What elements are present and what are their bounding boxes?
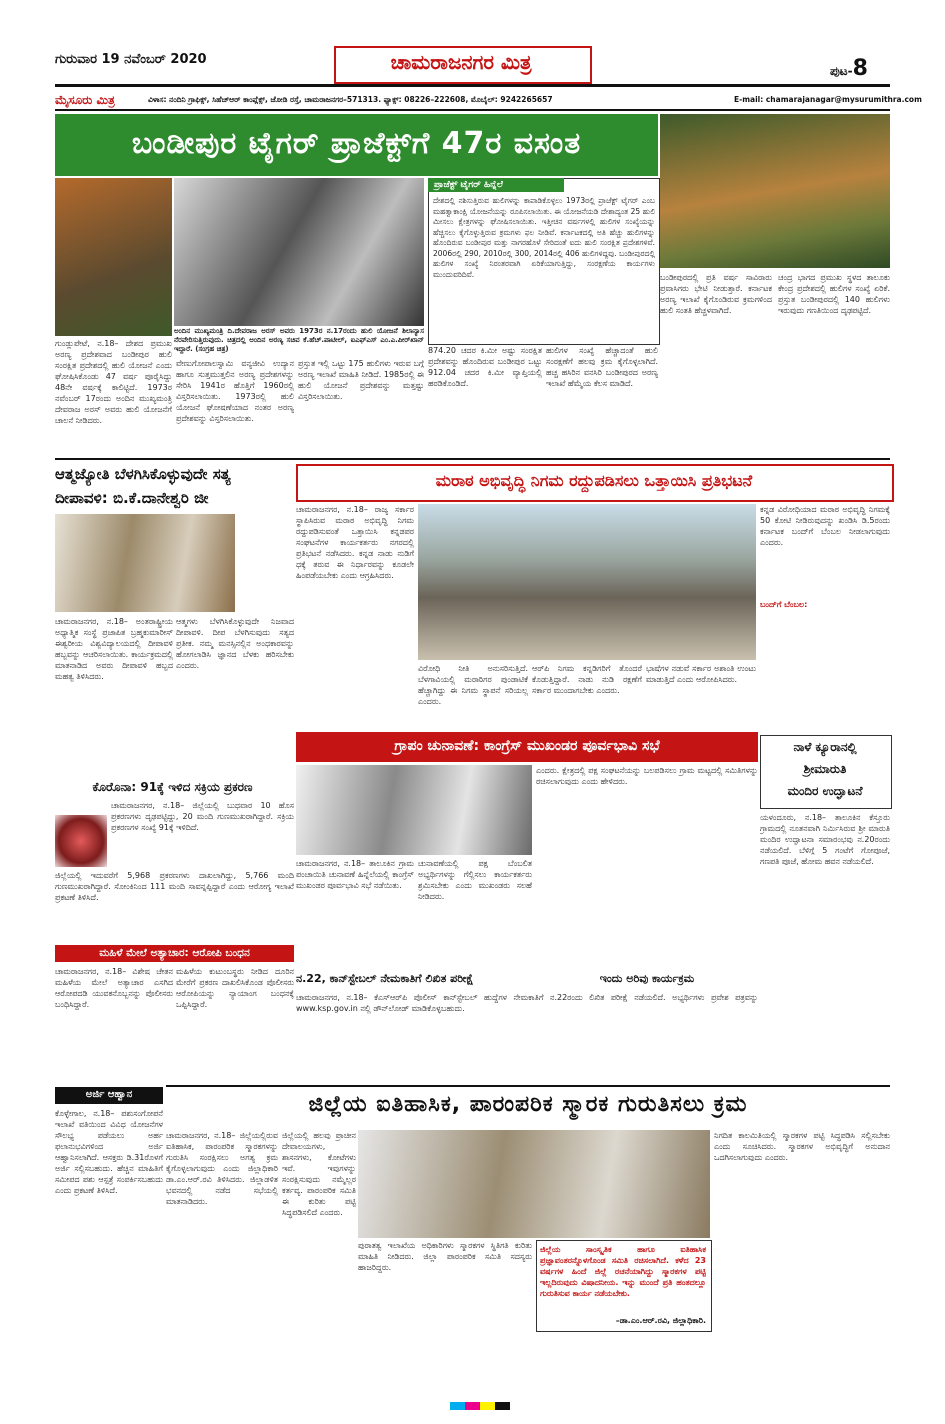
story3-col1: ಚಾಮರಾಜನಗರ, ನ.18– ಜಿಲ್ಲೆಯಲ್ಲಿ ಬುಧವಾರ 10 ಹೊಸ ಪ್ರಕರಣಗಳು ದೃಢಪಟ್ಟಿದ್ದು, 20 ಮಂದಿ ಗುಣಮುಖರಾಗಿದ್ದಾರೆ. ಸಕ್ರಿಯ ಪ್ರಕರಣಗಳ ಸಂಖ್ಯೆ 91ಕ್ಕೆ ಇಳಿದಿದೆ. — [111, 801, 294, 832]
story6-headline: ಗ್ರಾಪಂ ಚುನಾವಣೆ: ಕಾಂಗ್ರೆಸ್ ಮುಖಂಡರ ಪೂರ್ವಭಾವಿ ಸಭೆ — [394, 738, 660, 754]
story10-col1: ಕೊಳ್ಳೇಗಾಲ, ನ.18– ಪಶುಸಂಗೋಪನೆ ಇಲಾಖೆ ವತಿಯಿಂದ ವಿವಿಧ ಯೋಜನೆಗಳ ಸೌಲಭ್ಯ ಪಡೆಯಲು ಅರ್ಹ ಫಲಾನುಭವಿಗಳಿಂದ ಅರ್ಜಿ ಆಹ್ವಾನಿಸಲಾಗಿದೆ. ಆಸಕ್ತರು ಡಿ.31ರೊಳಗೆ ಅರ್ಜಿ ಸಲ್ಲಿಸಬಹುದು. ಹೆಚ್ಚಿನ ಮಾಹಿತಿಗೆ ಸಮೀಪದ ಪಶು ಆಸ್ಪತ್ರೆ ಸಂಪರ್ಕಿಸಬಹುದು ಎಂದು ಪ್ರಕಟಣೆ ತಿಳಿಸಿದೆ. — [55, 1109, 163, 1195]
congress-meeting-photo — [296, 765, 532, 855]
story10-headline: ಅರ್ಜಿ ಆಹ್ವಾನ — [85, 1089, 133, 1100]
story5-headline: ಮರಾಠ ಅಭಿವೃದ್ಧಿ ನಿಗಮ ರದ್ದುಪಡಿಸಲು ಒತ್ತಾಯಿಸಿ ಪ್ರತಿಭಟನೆ — [435, 471, 753, 490]
story2-headline-l2: ದೀಪಾವಳಿ: ಬಿ.ಕೆ.ದಾನೇಶ್ವರಿ ಜೀ — [55, 489, 209, 507]
story5-col3: ಆರ್‌ಪಿ ನಿಗಮ ಕನ್ನಡಿಗರಿಗೆ ತೊಂದರೆ ಕೊಡುತ್ತಿದ್ದಾರೆ. ನಾಡು ನುಡಿ ರಕ್ಷಣೆಗೆ ಸರ್ಕಾರ ಮುಂದಾಗಬೇಕು ಎಂದರು. — [532, 664, 642, 695]
story11-col4: ನಿಗದಿತ ಕಾಲಮಿತಿಯಲ್ಲಿ ಸ್ಮಾರಕಗಳ ಪಟ್ಟಿ ಸಿದ್ಧಪಡಿಸಿ ಸಲ್ಲಿಸಬೇಕು ಎಂದು ಸೂಚಿಸಿದರು. ಸ್ಮಾರಕಗಳ ಅಭಿವೃದ್ಧಿಗೆ ಅನುದಾನ ಒದಗಿಸಲಾಗುವುದು ಎಂದರು. — [714, 1131, 890, 1162]
lead-col5: ಹುಲಿಗಳ ಸಂಖ್ಯೆ ಹೆಚ್ಚಾದಂತೆ ಹುಲಿ ಸಂರಕ್ಷಣೆಗೆ ಹಲವು ಕ್ರಮ ಕೈಗೊಳ್ಳಲಾಗಿದೆ. ಹಚ್ಚ ಹಸಿರಿನ ವನಸಿರಿ ಬಂಡೀಪುರದ ಅರಣ್ಯ ಇಲಾಖೆ ಹೆಮ್ಮೆಯ ಕೆಲಸ ಮಾಡಿದೆ. — [546, 346, 658, 388]
sidebox-title: ಪ್ರಾಜೆಕ್ಟ್ ಟೈಗರ್ ಹಿನ್ನೆಲೆ — [428, 178, 564, 192]
story6-col2: ಚುನಾವಣೆಯಲ್ಲಿ ಪಕ್ಷ ಬೆಂಬಲಿತ ಅಭ್ಯರ್ಥಿಗಳನ್ನು ಗೆಲ್ಲಿಸಲು ಕಾರ್ಯಕರ್ತರು ಶ್ರಮಿಸಬೇಕು ಎಂದು ಮುಖಂಡರು ಸಲಹೆ ನೀಡಿದರು. — [418, 859, 532, 901]
lead-photo-caption: ಅಂದಿನ ಮುಖ್ಯಮಂತ್ರಿ ದಿ.ದೇವರಾಜ ಅರಸ್ ಅವರು 1973ರ ನ.17ರಂದು ಹುಲಿ ಯೋಜನೆ ಶಿಲಾನ್ಯಾಸ ನೆರವೇರಿಸುತ್ತಿರುವುದು. ಚಿತ್ರದಲ್ಲಿ ಅಂದಿನ ಅರಣ್ಯ ಸಚಿವ ಕೆ.ಹೆಚ್.ಪಾಟೀಲ್, ಐಎಫ್‌ಎಸ್ ಎಂ.ಎ.ಪೀರ್‌ಖಾನ್ ಇದ್ದಾರೆ. (ಸಂಗ್ರಹ ಚಿತ್ರ) — [174, 327, 424, 353]
email-line: E-mail: chamarajanagar@mysurumithra.com — [734, 95, 922, 104]
page-label-text: ಪುಟ- — [830, 64, 853, 78]
heritage-meeting-photo — [358, 1130, 710, 1238]
story11-col2: ಜಿಲ್ಲೆಯಲ್ಲಿ ಹಲವು ಪ್ರಾಚೀನ ದೇವಾಲಯಗಳು, ಶಾಸನಗಳು, ಕೋಟೆಗಳು ಇವೆ. ಇವುಗಳನ್ನು ಸಂರಕ್ಷಿಸುವುದು ನಮ್ಮೆಲ್ಲರ ಕರ್ತವ್ಯ. ಪಾರಂಪರಿಕ ಸಮಿತಿ ಈ ಕುರಿತು ಪಟ್ಟಿ ಸಿದ್ಧಪಡಿಸಲಿದೆ ಎಂದರು. — [282, 1131, 356, 1217]
story8-col1: ಚಾಮರಾಜನಗರ, ನ.18– ಕೆಎಸ್‌ಆರ್‌ಪಿ ಪೊಲೀಸ್ ಕಾನ್‌ಸ್ಟೇಬಲ್ ಹುದ್ದೆಗಳ ನೇಮಕಾತಿಗೆ ನ.22ರಂದು ಲಿಖಿತ ಪರೀಕ್ಷೆ ನಡೆಯಲಿದೆ. ಅಭ್ಯರ್ಥಿಗಳು ಪ್ರವೇಶ ಪತ್ರವನ್ನು www.ksp.gov.in ನಲ್ಲಿ ಡೌನ್‌ಲೋಡ್ ಮಾಡಿಕೊಳ್ಳಬಹುದು. — [296, 993, 758, 1013]
page-label — [830, 56, 868, 81]
story2-headline-l1: ಆತ್ಮಜ್ಯೋತಿ ಬೆಳಗಿಸಿಕೊಳ್ಳುವುದೇ ಸತ್ಯ — [55, 465, 231, 483]
story11-col3: ಪುರಾತತ್ವ ಇಲಾಖೆಯ ಅಧಿಕಾರಿಗಳು ಸ್ಮಾರಕಗಳ ಸ್ಥಿತಿಗತಿ ಕುರಿತು ಮಾಹಿತಿ ನೀಡಿದರು. ಜಿಲ್ಲಾ ಪಾರಂಪರಿಕ ಸಮಿತಿ ಸದಸ್ಯರು ಹಾಜರಿದ್ದರು. — [358, 1241, 532, 1272]
masthead-rule-bottom — [55, 109, 890, 111]
story8-headline: ನ.22, ಕಾನ್‌ಸ್ಟೇಬಲ್ ನೇಮಕಾತಿಗೆ ಲಿಖಿತ ಪರೀಕ್ಷೆ — [296, 972, 474, 985]
lead-col6: ಬಂಡೀಪುರದಲ್ಲಿ ಪ್ರತಿ ವರ್ಷ ಸಾವಿರಾರು ಪ್ರವಾಸಿಗರು ಭೇಟಿ ನೀಡುತ್ತಾರೆ. ಕರ್ನಾಟಕ ಅರಣ್ಯ ಇಲಾಖೆ ಕೈಗೊಂಡಿರುವ ಕ್ರಮಗಳಿಂದ ಹುಲಿ ಸಂತತಿ ಹೆಚ್ಚಳವಾಗಿದೆ. — [660, 273, 772, 315]
story11-col1: ಚಾಮರಾಜನಗರ, ನ.18– ಜಿಲ್ಲೆಯಲ್ಲಿರುವ ಐತಿಹಾಸಿಕ, ಪಾರಂಪರಿಕ ಸ್ಮಾರಕಗಳನ್ನು ಗುರುತಿಸಿ ಸಂರಕ್ಷಿಸಲು ಅಗತ್ಯ ಕ್ರಮ ಕೈಗೊಳ್ಳಲಾಗುವುದು ಎಂದು ಜಿಲ್ಲಾಧಿಕಾರಿ ಡಾ.ಎಂ.ಆರ್.ರವಿ ತಿಳಿಸಿದರು. ಜಿಲ್ಲಾಡಳಿತ ಭವನದಲ್ಲಿ ನಡೆದ ಸಭೆಯಲ್ಲಿ ಮಾತನಾಡಿದರು. — [166, 1131, 278, 1206]
story6-col3: ಎಂದರು. ಕ್ಷೇತ್ರದಲ್ಲಿ ಪಕ್ಷ ಸಂಘಟನೆಯನ್ನು ಬಲಪಡಿಸಲು ಗ್ರಾಮ ಮಟ್ಟದಲ್ಲಿ ಸಮಿತಿಗಳನ್ನು ರಚಿಸಲಾಗುವುದು ಎಂದು ಹೇಳಿದರು. — [536, 766, 758, 786]
story5-col4: ಭಾಷೆಗಳ ನಡುವೆ ಸರ್ಕಾರ ಅಶಾಂತಿ ಉಂಟು ಮಾಡುತ್ತಿದೆ ಎಂದು ಆರೋಪಿಸಿದರು. — [646, 664, 756, 684]
story9-headline: ಇಂದು ಅರಿವು ಕಾರ್ಯಕ್ರಮ — [599, 972, 695, 985]
page-number: 8 — [852, 56, 868, 81]
lead-bottom-rule — [55, 458, 890, 460]
masthead-title: ಚಾಮರಾಜನಗರ ಮಿತ್ರ — [390, 50, 532, 74]
story7-col1: ಯಳಂದೂರು, ನ.18– ತಾಲೂಕಿನ ಕೆಸ್ತೂರು ಗ್ರಾಮದಲ್ಲಿ ನೂತನವಾಗಿ ನಿರ್ಮಿಸಿರುವ ಶ್ರೀ ಮಾರುತಿ ಮಂದಿರ ಉದ್ಘಾಟನಾ ಸಮಾರಂಭವು ನ.20ರಂದು ನಡೆಯಲಿದೆ. ಬೆಳಿಗ್ಗೆ 5 ಗಂಟೆಗೆ ಗೋಪೂಜೆ, ಗಣಪತಿ ಪೂಜೆ, ಹೋಮ ಹವನ ನಡೆಯಲಿದೆ. — [760, 813, 890, 866]
story5-col5: ಕನ್ನಡ ವಿರೋಧಿಯಾದ ಮರಾಠ ಅಭಿವೃದ್ಧಿ ನಿಗಮಕ್ಕೆ 50 ಕೋಟಿ ನೀಡಿರುವುದನ್ನು ಖಂಡಿಸಿ ಡಿ.5ರಂದು ಕರ್ನಾಟಕ ಬಂದ್‌ಗೆ ಬೆಂಬಲ ನೀಡಲಾಗುವುದು ಎಂದರು. — [760, 505, 890, 547]
sidebox-text: ದೇಶದಲ್ಲಿ ನಶಿಸುತ್ತಿರುವ ಹುಲಿಗಳನ್ನು ಕಾಪಾಡಿಕೊಳ್ಳಲು 1973ರಲ್ಲಿ ಪ್ರಾಜೆಕ್ಟ್ ಟೈಗರ್ ಎಂಬ ಮಹತ್ವಾಕಾಂಕ್ಷಿ ಯೋಜನೆಯನ್ನು ರೂಪಿಸಲಾಯಿತು. ಈ ಯೋಜನೆಯಡಿ ದೇಶಾದ್ಯಂತ 25 ಹುಲಿ ಮೀಸಲು ಕ್ಷೇತ್ರಗಳನ್ನು ಘೋಷಿಸಲಾಯಿತು. ಇತ್ತೀಚಿನ ವರ್ಷಗಳಲ್ಲಿ ಹುಲಿಗಳ ಸಂಖ್ಯೆಯನ್ನು ಹೆಚ್ಚಿಸಲು ಕೈಗೊಳ್ಳುತ್ತಿರುವ ಕ್ರಮಗಳು ಫಲ ನೀಡಿವೆ. ಕರ್ನಾಟಕದಲ್ಲಿ ಅತಿ ಹೆಚ್ಚು ಹುಲಿಗಳನ್ನು ಹೊಂದಿರುವ ಬಂಡೀಪುರ ಮತ್ತು ನಾಗರಹೊಳೆ ಸೇರಿದಂತೆ ಐದು ಹುಲಿ ಸಂರಕ್ಷಿತ ಪ್ರದೇಶಗಳಿವೆ. 2006ರಲ್ಲಿ 290, 2010ರಲ್ಲಿ 300, 2014ರಲ್ಲಿ 406 ಹುಲಿಗಳಿದ್ದವು. ಬಂಡೀಪುರದಲ್ಲಿ ಹುಲಿಗಳ ಸಂಖ್ಯೆ ನಿರಂತರವಾಗಿ ಏರಿಕೆಯಾಗುತ್ತಿದ್ದು, ಸಂರಕ್ಷಣೆಯ ಕಾರ್ಯಗಳು ಮುಂದುವರಿದಿವೆ. — [433, 196, 655, 279]
brand-label: ಮೈಸೂರು ಮಿತ್ರ — [55, 93, 115, 107]
story11-headline: ಜಿಲ್ಲೆಯ ಐತಿಹಾಸಿಕ, ಪಾರಂಪರಿಕ ಸ್ಮಾರಕ ಗುರುತಿಸಲು ಕ್ರಮ — [308, 1092, 748, 1117]
protest-photo — [418, 504, 756, 660]
story11-quote-author: –ಡಾ.ಎಂ.ಆರ್.ರವಿ, ಜಿಲ್ಲಾಧಿಕಾರಿ. — [615, 1316, 706, 1325]
story4-headline: ಮಹಿಳೆ ಮೇಲೆ ಅತ್ಯಾಚಾರ: ಆರೋಪಿ ಬಂಧನ — [99, 947, 250, 959]
story4-col2: ಮಹಿಳೆಯ ಕುಟುಂಬಸ್ಥರು ನೀಡಿದ ದೂರಿನ ಮೇರೆಗೆ ಪ್ರಕರಣ ದಾಖಲಿಸಿಕೊಂಡ ಪೊಲೀಸರು ಆರೋಪಿಯನ್ನು ನ್ಯಾಯಾಂಗ ಬಂಧನಕ್ಕೆ ಒಪ್ಪಿಸಿದ್ದಾರೆ. — [176, 967, 294, 1009]
story5-bandh-label: ಬಂದ್‌ಗೆ ಬೆಂಬಲ: — [760, 600, 808, 609]
lead-col3: ಪ್ರಸ್ತುತ ಇಲ್ಲಿ ಒಟ್ಟು 175 ಹುಲಿಗಳು ಇರುವ ಬಗ್ಗೆ ಅರಣ್ಯ ಇಲಾಖೆ ಮಾಹಿತಿ ನೀಡಿದೆ. 1985ರಲ್ಲಿ ಈ ಹುಲಿ ಯೋಜನೆ ಪ್ರದೇಶವನ್ನು ಮತ್ತಷ್ಟು ವಿಸ್ತರಿಸಲಾಯಿತು. — [298, 359, 424, 401]
story3-headline: ಕೊರೊನಾ: 91ಕ್ಕೆ ಇಳಿದ ಸಕ್ರಿಯ ಪ್ರಕರಣ — [92, 780, 253, 794]
tiger-drinking-photo — [660, 114, 890, 268]
story4-col1: ಚಾಮರಾಜನಗರ, ನ.18– ವಿಶೇಷ ಚೇತನ ಮಹಿಳೆಯ ಮೇಲೆ ಅತ್ಯಾಚಾರ ಎಸಗಿದ ಆರೋಪದಡಿ ಯುವಕನೊಬ್ಬನನ್ನು ಪೊಲೀಸರು ಬಂಧಿಸಿದ್ದಾರೆ. — [55, 967, 173, 1009]
story3-col2: ಜಿಲ್ಲೆಯಲ್ಲಿ ಇದುವರೆಗೆ 5,968 ಪ್ರಕರಣಗಳು ದಾಖಲಾಗಿದ್ದು, 5,766 ಮಂದಿ ಗುಣಮುಖರಾಗಿದ್ದಾರೆ. ಸೋಂಕಿನಿಂದ 111 ಮಂದಿ ಸಾವನ್ನಪ್ಪಿದ್ದಾರೆ ಎಂದು ಆರೋಗ್ಯ ಇಲಾಖೆ ಪ್ರಕಟಣೆ ತಿಳಿಸಿದೆ. — [55, 871, 294, 902]
story5-col2: ವಿರೋಧಿ ನೀತಿ ಅನುಸರಿಸುತ್ತಿದೆ. ಬೆಳಗಾವಿಯಲ್ಲಿ ಮರಾಠಿಗರ ಪುಂಡಾಟಿಕೆ ಹೆಚ್ಚಾಗಿದ್ದು ಈ ನಿಗಮ ಸ್ಥಾಪನೆ ಸರಿಯಲ್ಲ ಎಂದರು. — [418, 664, 528, 706]
diwali-event-photo — [55, 514, 235, 612]
story7-headline-l1: ನಾಳೆ ಕ್ಯೂರಾನಲ್ಲಿ — [793, 740, 857, 754]
story5-col1: ಚಾಮರಾಜನಗರ, ನ.18– ರಾಜ್ಯ ಸರ್ಕಾರ ಸ್ಥಾಪಿಸಿರುವ ಮರಾಠ ಅಭಿವೃದ್ಧಿ ನಿಗಮ ರದ್ದುಪಡಿಸುವಂತೆ ಒತ್ತಾಯಿಸಿ ಕನ್ನಡಪರ ಸಂಘಟನೆಗಳ ಕಾರ್ಯಕರ್ತರು ನಗರದಲ್ಲಿ ಪ್ರತಿಭಟನೆ ನಡೆಸಿದರು. ಕನ್ನಡ ನಾಡು ನುಡಿಗೆ ಧಕ್ಕೆ ತರುವ ಈ ನಿರ್ಧಾರವನ್ನು ಕೂಡಲೇ ಹಿಂಪಡೆಯಬೇಕು ಎಂದು ಆಗ್ರಹಿಸಿದರು. — [296, 505, 414, 580]
lead-col7: ಚಂದ್ರ ಭಾಗದ ಪ್ರಮುಖ ಸ್ಥಳದ ತಾಲೂಕು ಕೇಂದ್ರ ಪ್ರದೇಶದಲ್ಲಿ ಹುಲಿಗಳ ಸಂಖ್ಯೆ ಏರಿಕೆ. ಪ್ರಸ್ತುತ ಬಂಡೀಪುರದಲ್ಲಿ 140 ಹುಲಿಗಳು ಇರುವುದು ಗಣತಿಯಿಂದ ದೃಢಪಟ್ಟಿದೆ. — [778, 273, 890, 315]
tiger-walking-photo — [55, 178, 172, 336]
coronavirus-photo — [55, 815, 107, 867]
story11-quote: ಜಿಲ್ಲೆಯ ಸಾಂಸ್ಕೃತಿಕ ಹಾಗೂ ಐತಿಹಾಸಿಕ ಪ್ರಜ್ಞಾವಂತರನ್ನೊಳಗೊಂಡ ಸಮಿತಿ ರಚಿಸಲಾಗಿದೆ. ಕಳೆದ 23 ವರ್ಷಗಳ ಹಿಂದೆ ಜಿಲ್ಲೆ ರಚನೆಯಾಗಿದ್ದು ಸ್ಮಾರಕಗಳ ಪಟ್ಟಿ ಇಲ್ಲದಿರುವುದು ವಿಷಾದನೀಯ. ಇನ್ನು ಮುಂದೆ ಪ್ರತಿ ಹಂತದಲ್ಲೂ ಗುರುತಿಸುವ ಕಾರ್ಯ ನಡೆಯಬೇಕು. — [540, 1245, 706, 1298]
story2-col1: ಚಾಮರಾಜನಗರ, ನ.18– ಅಂತರಾಷ್ಟ್ರೀಯ ಅಧ್ಯಾತ್ಮಿಕ ಸಂಸ್ಥೆ ಪ್ರಜಾಪಿತ ಬ್ರಹ್ಮಕುಮಾರೀಸ್ ಈಶ್ವರೀಯ ವಿಶ್ವವಿದ್ಯಾಲಯದಲ್ಲಿ ದೀಪಾವಳಿ ಹಬ್ಬವನ್ನು ಆಚರಿಸಲಾಯಿತು. ಕಾರ್ಯಕ್ರಮದಲ್ಲಿ ಮಾತನಾಡಿದ ಅವರು ದೀಪಾವಳಿ ಹಬ್ಬದ ಮಹತ್ವ ತಿಳಿಸಿದರು. — [55, 617, 173, 681]
masthead-date: ಗುರುವಾರ 19 ನವೆಂಬರ್ 2020 — [55, 52, 207, 67]
story7-headline-l2: ಶ್ರೀಮಾರುತಿ — [803, 762, 847, 776]
story2-col2: ಆತ್ಮಗಳು ಬೆಳಗಿಸಿಕೊಳ್ಳುವುದೇ ನಿಜವಾದ ದೀಪಾವಳಿ. ದೀಪ ಬೆಳಗಿಸುವುದು ಸತ್ಯದ ಪ್ರತೀಕ. ನಮ್ಮ ಮನಸ್ಸಿನಲ್ಲಿನ ಅಂಧಕಾರವನ್ನು ಹೋಗಲಾಡಿಸಿ ಜ್ಞಾನದ ಬೆಳಕು ಹರಿಸಬೇಕು ಎಂದರು. — [176, 617, 294, 670]
story11-top-rule — [166, 1085, 890, 1087]
story7-headline-l3: ಮಂದಿರ ಉದ್ಘಾಟನೆ — [787, 784, 863, 798]
story6-col1: ಚಾಮರಾಜನಗರ, ನ.18– ತಾಲೂಕಿನ ಗ್ರಾಮ ಪಂಚಾಯಿತಿ ಚುನಾವಣೆ ಹಿನ್ನೆಲೆಯಲ್ಲಿ ಕಾಂಗ್ರೆಸ್ ಮುಖಂಡರ ಪೂರ್ವಭಾವಿ ಸಭೆ ನಡೆಯಿತು. — [296, 859, 414, 890]
lead-headline: ಬಂಡೀಪುರ ಟೈಗರ್ ಪ್ರಾಜೆಕ್ಟ್‌ಗೆ 47ರ ವಸಂತ — [131, 126, 582, 161]
lead-col4: 874.20 ಚದರ ಕಿ.ಮೀ ಅಷ್ಟು ಸಂರಕ್ಷಿತ ಪ್ರದೇಶವನ್ನು ಹೊಂದಿರುವ ಬಂಡೀಪುರ ಒಟ್ಟು 912.04 ಚದರ ಕಿ.ಮೀ ವ್ಯಾಪ್ತಿಯಲ್ಲಿ ಹರಡಿಕೊಂಡಿದೆ. — [428, 346, 542, 388]
masthead-rule-top — [55, 84, 890, 87]
inauguration-photo — [174, 178, 424, 326]
color-registration-mark — [450, 1402, 510, 1410]
address-line: ವಿಳಾಸ: ನಂದಿನಿ ಗ್ರಾಫಿಕ್ಸ್, ಸಿಹೆಚ್‌ಆರ್ ಕಾಂಪ್ಲೆಕ್ಸ್, ಜೋಡಿ ರಸ್ತೆ, ಚಾಮರಾಜನಗರ–571313. ಫ್ಯಾಕ್ಸ್: 08226–222608, ಮೊಬೈಲ್: 9242265657 — [148, 95, 553, 104]
lead-col2: ವೇಣುಗೋಪಾಲಸ್ವಾಮಿ ವನ್ಯಜೀವಿ ಉದ್ಯಾನ ಹಾಗೂ ಸುತ್ತಮುತ್ತಲಿನ ಅರಣ್ಯ ಪ್ರದೇಶಗಳನ್ನು ಸೇರಿಸಿ 1941ರ ಹೊತ್ತಿಗೆ 1960ರಲ್ಲಿ ವಿಸ್ತರಿಸಲಾಯಿತು. 1973ರಲ್ಲಿ ಹುಲಿ ಯೋಜನೆ ಘೋಷಣೆಯಾದ ನಂತರ ಅರಣ್ಯ ಪ್ರದೇಶವನ್ನು ವಿಸ್ತರಿಸಲಾಯಿತು. — [176, 359, 294, 423]
lead-col1: ಗುಂಡ್ಲುಪೇಟೆ, ನ.18– ದೇಶದ ಪ್ರಮುಖ ಅರಣ್ಯ ಪ್ರದೇಶವಾದ ಬಂಡೀಪುರ ಹುಲಿ ಸಂರಕ್ಷಿತ ಪ್ರದೇಶದಲ್ಲಿ ಹುಲಿ ಯೋಜನೆ ಎಂದು ಘೋಷಿಸಿಕೊಂಡು 47 ವರ್ಷ ಪೂರೈಸಿದ್ದು 48ನೇ ವರ್ಷಕ್ಕೆ ಕಾಲಿಟ್ಟಿದೆ. 1973ರ ನವೆಂಬರ್ 17ರಂದು ಅಂದಿನ ಮುಖ್ಯಮಂತ್ರಿ ದೇವರಾಜ ಅರಸ್ ಅವರು ಹುಲಿ ಯೋಜನೆಗೆ ಚಾಲನೆ ನೀಡಿದರು. — [55, 339, 172, 425]
lead-sidebox — [428, 178, 660, 345]
